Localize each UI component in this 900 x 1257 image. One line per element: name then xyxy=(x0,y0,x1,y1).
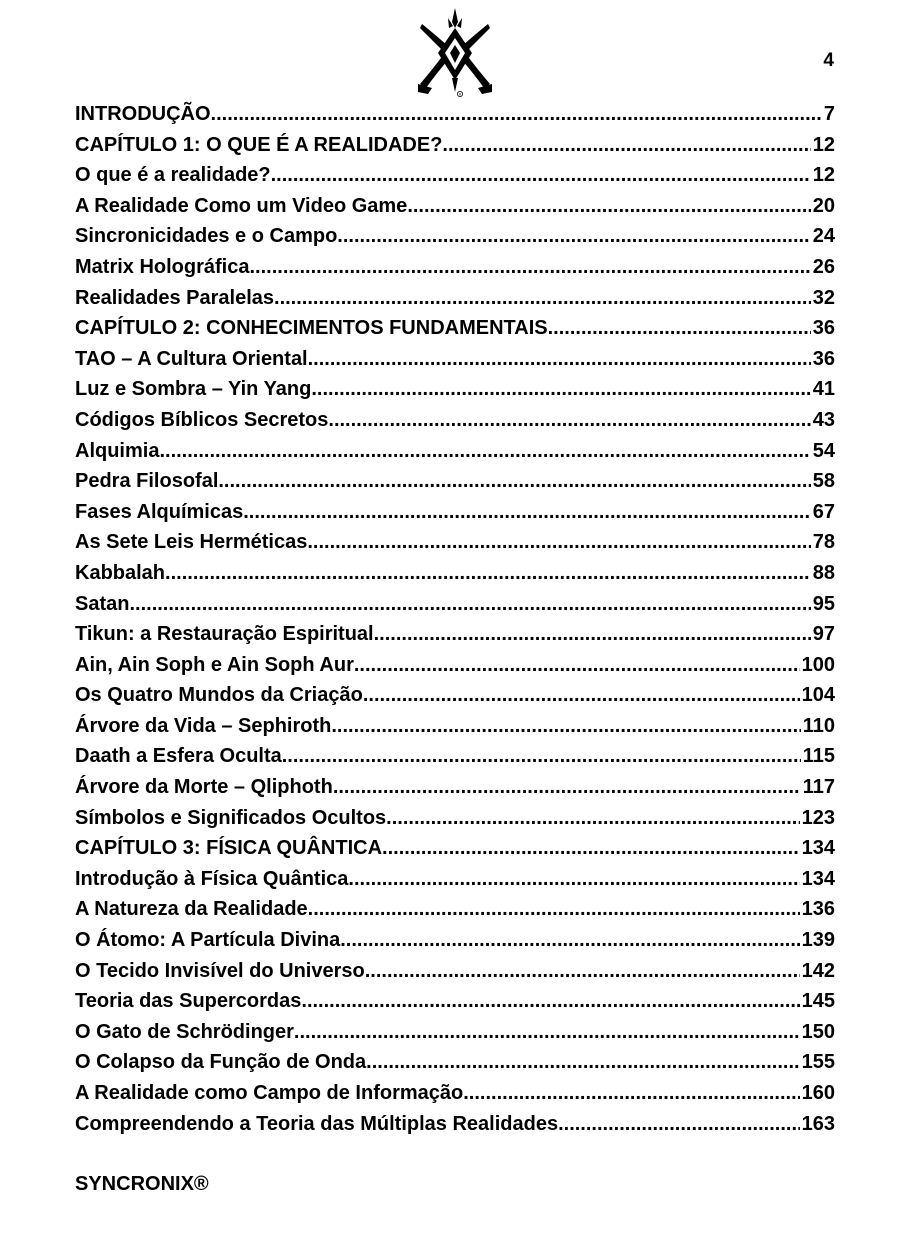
toc-dot-leader xyxy=(348,864,799,895)
toc-entry[interactable] xyxy=(75,1078,835,1109)
toc-entry-page-number: 58 xyxy=(812,470,835,493)
toc-dot-leader xyxy=(308,894,800,925)
toc-entry[interactable] xyxy=(75,894,835,925)
toc-dot-leader xyxy=(311,374,810,405)
toc-entry[interactable] xyxy=(75,956,835,987)
toc-entry[interactable] xyxy=(75,191,835,222)
toc-entry-title: O Átomo: A Partícula Divina xyxy=(75,929,341,952)
toc-entry-page-number: 12 xyxy=(812,133,835,156)
toc-dot-leader xyxy=(442,130,810,161)
toc-entry-page-number: 123 xyxy=(801,806,835,829)
toc-dot-leader xyxy=(301,986,799,1017)
toc-entry-title: Árvore da Vida – Sephiroth xyxy=(75,714,332,737)
toc-dot-leader xyxy=(366,1047,799,1078)
toc-entry[interactable] xyxy=(75,680,835,711)
toc-entry[interactable] xyxy=(75,1047,835,1078)
toc-dot-leader xyxy=(386,803,799,834)
toc-entry-page-number: 97 xyxy=(812,623,835,646)
toc-entry-title: O Tecido Invisível do Universo xyxy=(75,959,365,982)
toc-dot-leader xyxy=(374,619,811,650)
toc-entry-title: Teoria das Supercordas xyxy=(75,990,302,1013)
toc-entry-page-number: 100 xyxy=(801,653,835,676)
toc-entry-title: Ain, Ain Soph e Ain Soph Aur xyxy=(75,653,354,676)
toc-entry-page-number: 67 xyxy=(812,500,835,523)
toc-entry-page-number: 26 xyxy=(812,255,835,278)
toc-entry[interactable] xyxy=(75,803,835,834)
page-number: 4 xyxy=(823,50,834,71)
toc-entry-title: Símbolos e Significados Ocultos xyxy=(75,806,387,829)
toc-entry-page-number: 88 xyxy=(812,561,835,584)
toc-entry[interactable] xyxy=(75,160,835,191)
toc-entry-page-number: 95 xyxy=(812,592,835,615)
toc-entry[interactable] xyxy=(75,283,835,314)
toc-entry[interactable] xyxy=(75,619,835,650)
toc-entry[interactable] xyxy=(75,558,835,589)
toc-entry[interactable] xyxy=(75,344,835,375)
toc-entry-page-number: 117 xyxy=(802,776,835,799)
toc-entry-title: Satan xyxy=(75,592,130,615)
toc-entry-title: CAPÍTULO 1: O QUE É A REALIDADE? xyxy=(75,133,443,156)
toc-dot-leader xyxy=(243,497,811,528)
toc-entry-page-number: 36 xyxy=(812,317,835,340)
ornate-sigil-logo-icon xyxy=(418,8,492,98)
toc-entry[interactable] xyxy=(75,466,835,497)
toc-entry-title: Daath a Esfera Oculta xyxy=(75,745,282,768)
toc-entry[interactable] xyxy=(75,772,835,803)
toc-entry-page-number: 32 xyxy=(812,286,835,309)
toc-dot-leader xyxy=(463,1078,799,1109)
toc-entry[interactable] xyxy=(75,313,835,344)
toc-dot-leader xyxy=(271,160,811,191)
toc-entry[interactable] xyxy=(75,221,835,252)
toc-entry[interactable] xyxy=(75,374,835,405)
toc-entry-title: Kabbalah xyxy=(75,561,166,584)
toc-entry-title: A Realidade como Campo de Informação xyxy=(75,1082,464,1104)
toc-dot-leader xyxy=(282,741,801,772)
toc-dot-leader xyxy=(340,925,799,956)
toc-dot-leader xyxy=(328,405,810,436)
toc-entry-page-number: 136 xyxy=(801,898,835,921)
toc-entry-title: INTRODUÇÃO xyxy=(75,103,211,125)
toc-entry-title: A Realidade Como um Video Game xyxy=(75,194,408,217)
toc-dot-leader xyxy=(354,650,800,681)
toc-entry-title: Matrix Holográfica xyxy=(75,255,250,278)
toc-dot-leader xyxy=(165,558,811,589)
toc-entry-page-number: 145 xyxy=(801,990,835,1013)
toc-entry-title: Pedra Filosofal xyxy=(75,470,219,493)
toc-entry-title: A Natureza da Realidade xyxy=(75,898,308,921)
toc-dot-leader xyxy=(307,527,810,558)
toc-entry-title: CAPÍTULO 2: CONHECIMENTOS FUNDAMENTAIS xyxy=(75,317,548,340)
toc-entry[interactable] xyxy=(75,864,835,895)
toc-entry[interactable] xyxy=(75,925,835,956)
toc-entry-page-number: 142 xyxy=(801,959,835,982)
toc-entry-page-number: 115 xyxy=(802,745,835,768)
svg-text:R: R xyxy=(458,92,462,97)
toc-entry-title: CAPÍTULO 3: FÍSICA QUÂNTICA xyxy=(75,837,383,860)
toc-dot-leader xyxy=(211,99,822,130)
toc-entry-title: O que é a realidade? xyxy=(75,164,271,187)
toc-dot-leader xyxy=(558,1109,800,1140)
toc-entry-title: Sincronicidades e o Campo xyxy=(75,225,338,248)
toc-entry[interactable] xyxy=(75,986,835,1017)
toc-entry-page-number: 163 xyxy=(801,1112,835,1135)
toc-entry-title: Fases Alquímicas xyxy=(75,500,244,523)
toc-entry-title: O Gato de Schrödinger xyxy=(75,1020,294,1043)
toc-dot-leader xyxy=(365,956,800,987)
toc-dot-leader xyxy=(363,680,800,711)
toc-entry-page-number: 134 xyxy=(801,867,835,890)
toc-entry[interactable] xyxy=(75,497,835,528)
toc-dot-leader xyxy=(337,221,810,252)
toc-entry-page-number: 7 xyxy=(823,103,835,125)
toc-entry-page-number: 155 xyxy=(801,1051,835,1074)
toc-entry-title: Compreendendo a Teoria das Múltiplas Realidades xyxy=(75,1112,559,1135)
toc-entry[interactable] xyxy=(75,436,835,467)
toc-entry[interactable] xyxy=(75,1017,835,1048)
toc-dot-leader xyxy=(333,772,801,803)
toc-entry-title: As Sete Leis Herméticas xyxy=(75,531,308,554)
toc-entry[interactable] xyxy=(75,741,835,772)
toc-entry-title: Códigos Bíblicos Secretos xyxy=(75,408,329,431)
toc-entry[interactable] xyxy=(75,252,835,283)
toc-entry-title: Luz e Sombra – Yin Yang xyxy=(75,378,312,401)
toc-entry[interactable] xyxy=(75,833,835,864)
toc-entry[interactable] xyxy=(75,130,835,161)
toc-entry-page-number: 150 xyxy=(801,1020,835,1043)
toc-entry[interactable] xyxy=(75,589,835,620)
toc-dot-leader xyxy=(331,711,800,742)
footer-brand: SYNCRONIX® xyxy=(75,1173,209,1195)
toc-dot-leader xyxy=(294,1017,800,1048)
toc-entry-page-number: 54 xyxy=(812,439,835,462)
toc-entry-title: O Colapso da Função de Onda xyxy=(75,1051,367,1074)
toc-entry[interactable] xyxy=(75,711,835,742)
toc-entry-title: Árvore da Morte – Qliphoth xyxy=(75,776,333,799)
toc-entry-title: Alquimia xyxy=(75,439,160,462)
toc-dot-leader xyxy=(548,313,811,344)
toc-entry[interactable] xyxy=(75,99,835,130)
toc-entry-page-number: 110 xyxy=(802,714,835,737)
toc-dot-leader xyxy=(382,833,800,864)
toc-entry-page-number: 24 xyxy=(812,225,835,248)
toc-dot-leader xyxy=(308,344,811,375)
toc-dot-leader xyxy=(129,589,810,620)
toc-entry-page-number: 43 xyxy=(812,408,835,431)
toc-entry-page-number: 160 xyxy=(801,1082,835,1104)
toc-dot-leader xyxy=(159,436,810,467)
toc-dot-leader xyxy=(407,191,810,222)
toc-entry-title: Introdução à Física Quântica xyxy=(75,867,349,890)
toc-entry-title: Os Quatro Mundos da Criação xyxy=(75,684,363,707)
toc-entry-title: Realidades Paralelas xyxy=(75,286,275,309)
toc-entry[interactable] xyxy=(75,1109,835,1140)
toc-dot-leader xyxy=(218,466,810,497)
toc-entry-page-number: 36 xyxy=(812,347,835,370)
table-of-contents xyxy=(75,99,835,1139)
toc-entry-page-number: 20 xyxy=(812,194,835,217)
toc-entry-page-number: 12 xyxy=(812,164,835,187)
toc-entry-title: TAO – A Cultura Oriental xyxy=(75,347,308,370)
toc-entry-title: Tikun: a Restauração Espiritual xyxy=(75,623,374,646)
toc-entry-page-number: 78 xyxy=(812,531,835,554)
toc-entry[interactable] xyxy=(75,650,835,681)
toc-entry-page-number: 139 xyxy=(801,929,835,952)
toc-dot-leader xyxy=(274,283,811,314)
toc-dot-leader xyxy=(249,252,810,283)
toc-entry[interactable] xyxy=(75,527,835,558)
toc-entry[interactable] xyxy=(75,405,835,436)
toc-entry-page-number: 134 xyxy=(801,837,835,860)
toc-entry-page-number: 104 xyxy=(801,684,835,707)
toc-entry-page-number: 41 xyxy=(812,378,835,401)
